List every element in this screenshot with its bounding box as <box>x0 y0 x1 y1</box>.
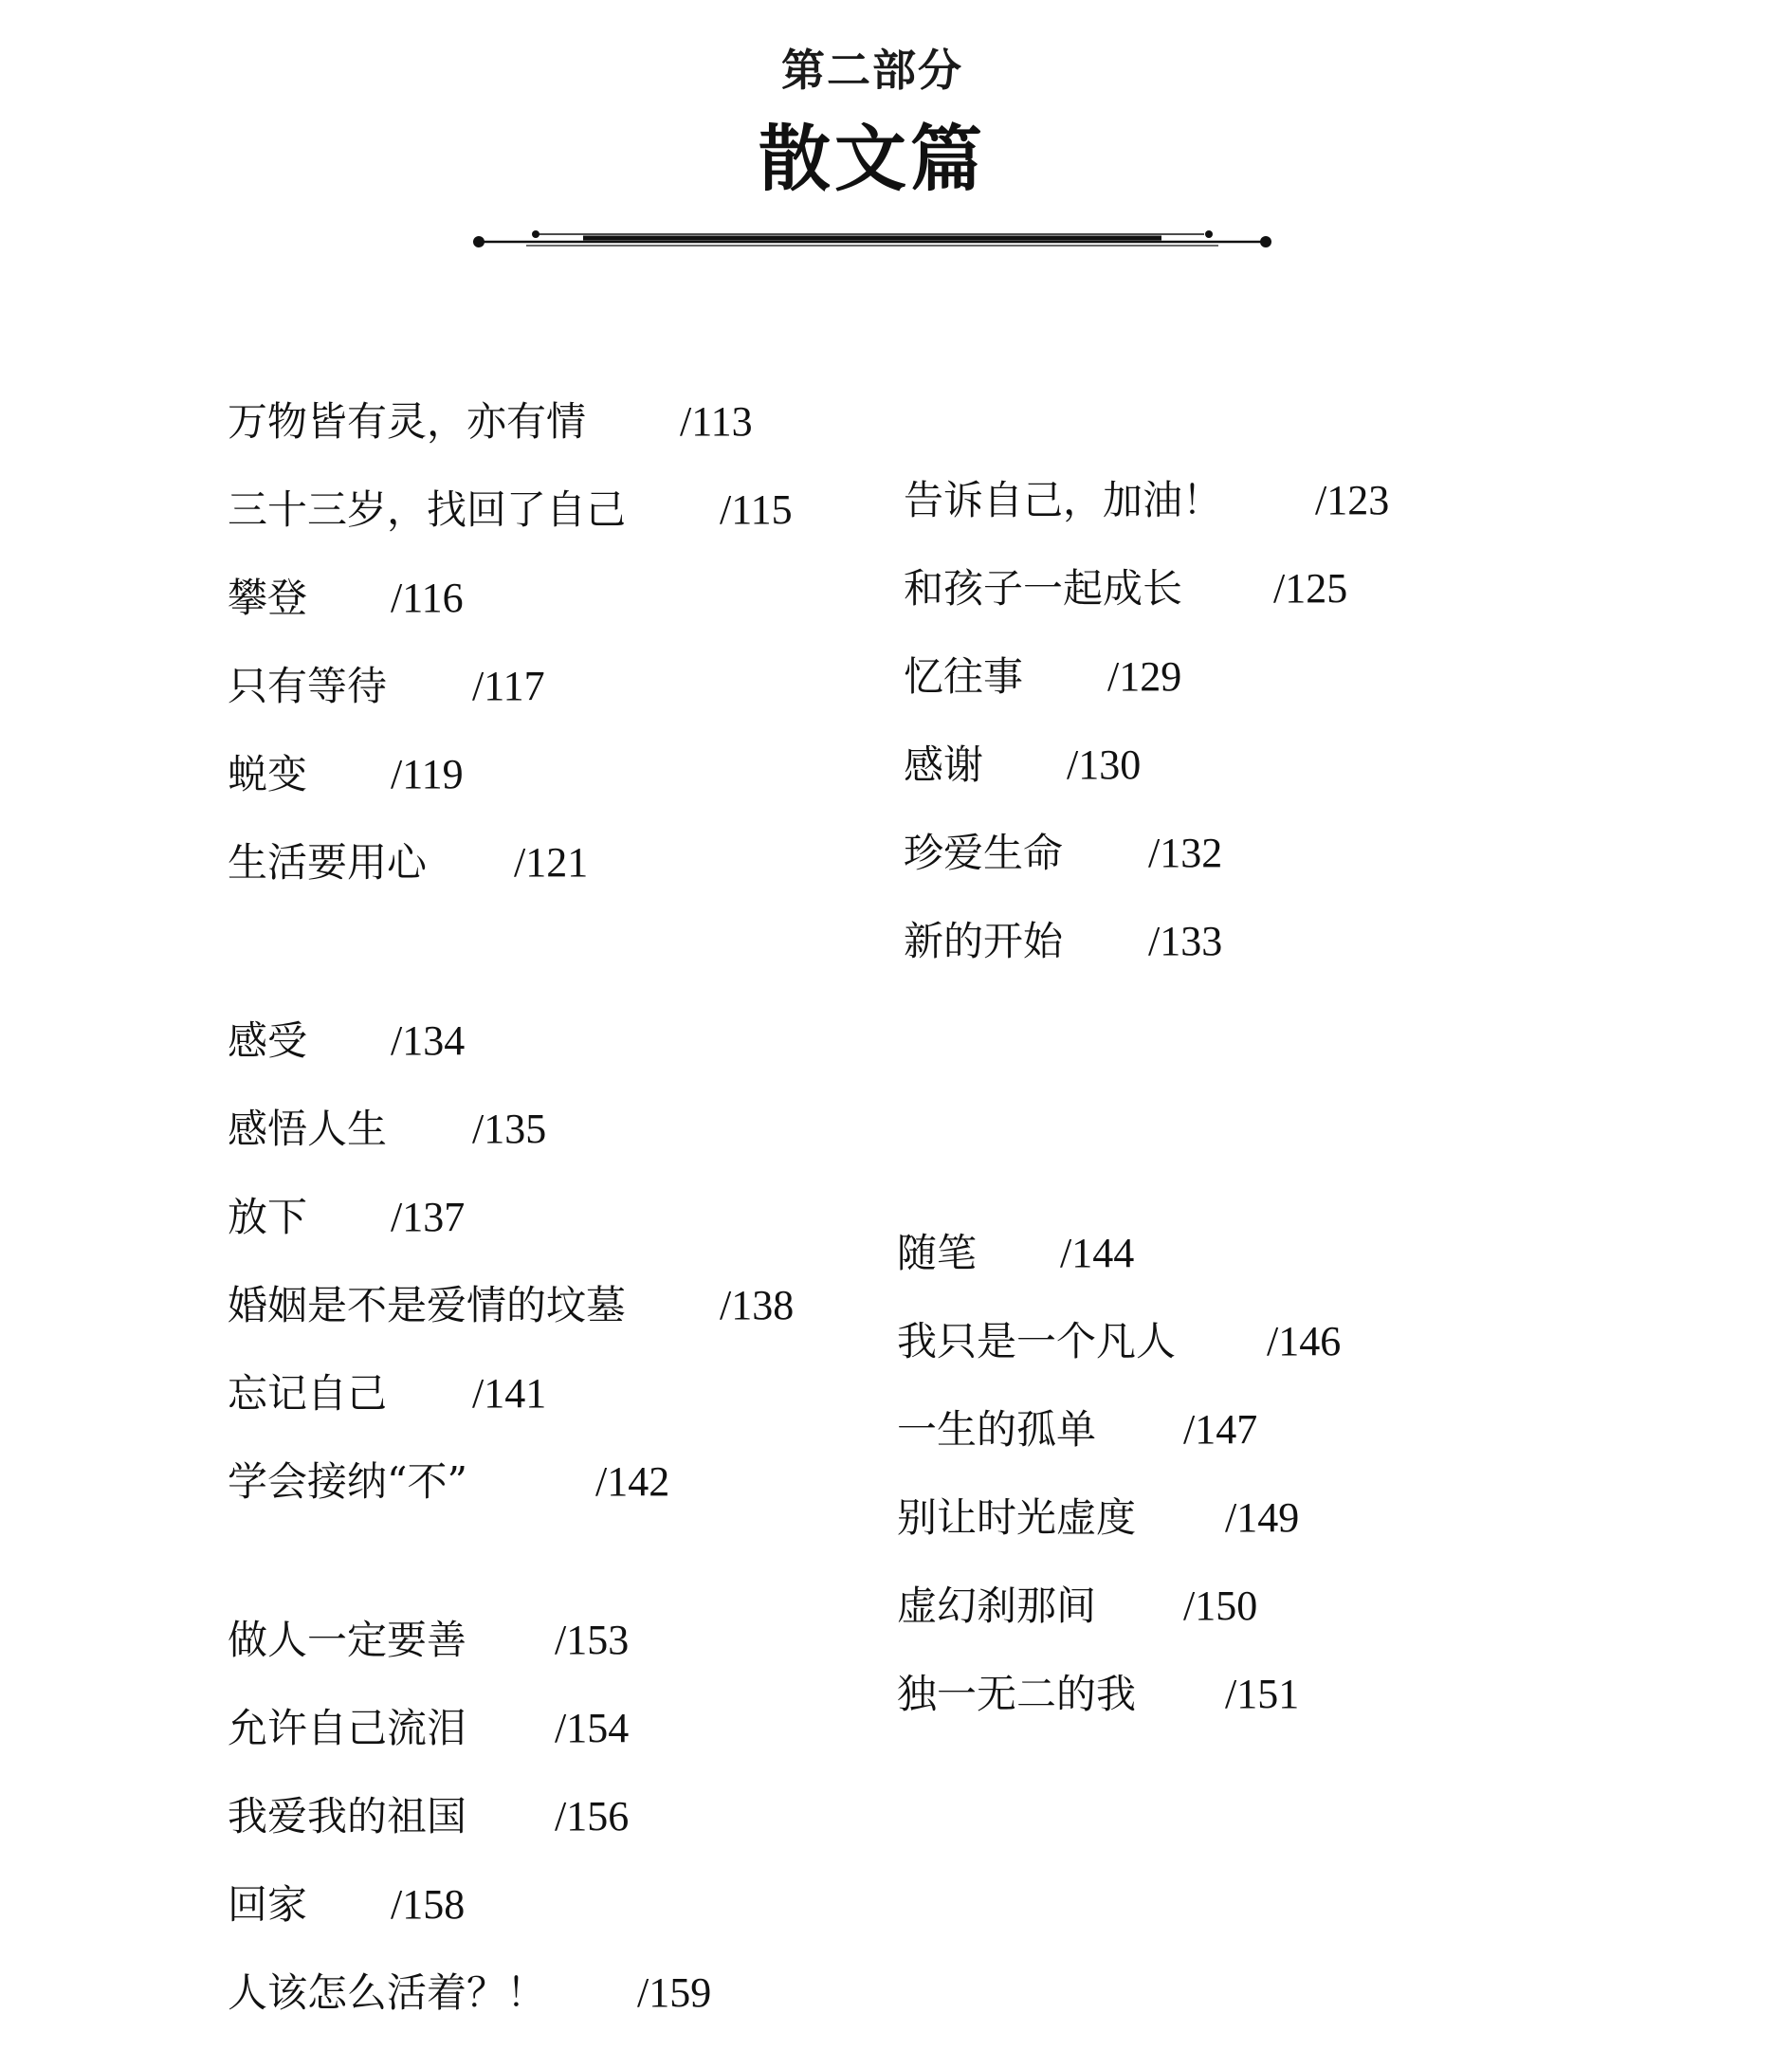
toc-entry-title: 独一无二的我 <box>897 1671 1137 1717</box>
toc-entry-title: 人该怎么活着？！ <box>228 1969 547 2016</box>
toc-entry-title: 感悟人生 <box>228 1106 388 1152</box>
toc-entry-page: /130 <box>1067 741 1142 788</box>
decorative-divider <box>469 216 1275 254</box>
toc-entry-page: /138 <box>720 1282 795 1328</box>
toc-entry-page: /125 <box>1273 565 1348 612</box>
toc-entry-title: 感受 <box>228 1017 308 1064</box>
toc-entry-title: 忘记自己 <box>228 1370 388 1417</box>
toc-entry-title: 我爱我的祖国 <box>228 1793 467 1839</box>
toc-entry-page: /154 <box>555 1705 630 1751</box>
toc-entry-page: /133 <box>1148 918 1223 964</box>
toc-entry-title: 感谢 <box>904 741 984 788</box>
toc-entry-title: 生活要用心 <box>228 839 428 886</box>
toc-entry-title: 三十三岁，找回了自己 <box>228 486 627 533</box>
toc-entry-page: /151 <box>1225 1671 1300 1717</box>
toc-entry-title: 婚姻是不是爱情的坟墓 <box>228 1282 627 1328</box>
toc-entry-page: /142 <box>595 1458 670 1505</box>
toc-entry-page: /147 <box>1183 1406 1258 1453</box>
toc-entry-title: 随笔 <box>897 1230 978 1276</box>
toc-entry-page: /159 <box>637 1969 712 2016</box>
toc-entry-page: /153 <box>555 1617 630 1663</box>
toc-entry-page: /141 <box>472 1370 547 1417</box>
toc-entry-title: 珍爱生命 <box>904 830 1064 876</box>
toc-entry-page: /134 <box>391 1017 466 1064</box>
toc-entry-title: 忆往事 <box>904 653 1024 700</box>
toc-entry-title: 一生的孤单 <box>897 1406 1097 1453</box>
toc-entry-title: 学会接纳“不” <box>228 1458 467 1505</box>
toc-entry-title: 我只是一个凡人 <box>897 1318 1177 1364</box>
toc-entry-page: /149 <box>1225 1494 1300 1541</box>
toc-entry-page: /150 <box>1183 1583 1258 1629</box>
toc-entry-title: 攀登 <box>228 575 308 621</box>
toc-entry-title: 回家 <box>228 1881 308 1928</box>
section-title: 散文篇 <box>759 117 986 201</box>
toc-entry-page: /144 <box>1060 1230 1135 1276</box>
toc-entry-title: 万物皆有灵，亦有情 <box>228 398 587 445</box>
toc-entry-page: /113 <box>680 398 753 445</box>
toc-entry-title: 新的开始 <box>904 918 1064 964</box>
toc-entry-page: /123 <box>1315 477 1390 523</box>
toc-entry-page: /137 <box>391 1194 466 1240</box>
toc-entry-title: 蜕变 <box>228 751 308 797</box>
toc-entry-page: /146 <box>1267 1318 1342 1364</box>
toc-entry-page: /135 <box>472 1106 547 1152</box>
toc-entry-page: /119 <box>391 751 464 797</box>
toc-entry-page: /117 <box>472 663 545 709</box>
toc-entry-title: 做人一定要善 <box>228 1617 467 1663</box>
toc-entry-title: 告诉自己，加油！ <box>904 477 1223 523</box>
toc-entry-title: 允许自己流泪 <box>228 1705 467 1751</box>
toc-entry-title: 只有等待 <box>228 663 388 709</box>
toc-entry-title: 和孩子一起成长 <box>904 565 1183 612</box>
toc-entry-page: /121 <box>514 839 589 886</box>
toc-entry-title: 别让时光虚度 <box>897 1494 1137 1541</box>
toc-entry-title: 虚幻刹那间 <box>897 1583 1097 1629</box>
toc-entry-title: 放下 <box>228 1194 308 1240</box>
part-label: 第二部分 <box>781 45 963 96</box>
toc-entry-page: /116 <box>391 575 464 621</box>
toc-entry-page: /156 <box>555 1793 630 1839</box>
toc-entry-page: /129 <box>1107 653 1182 700</box>
toc-entry-page: /158 <box>391 1881 466 1928</box>
toc-entry-page: /115 <box>720 486 793 533</box>
toc-entry-page: /132 <box>1148 830 1223 876</box>
